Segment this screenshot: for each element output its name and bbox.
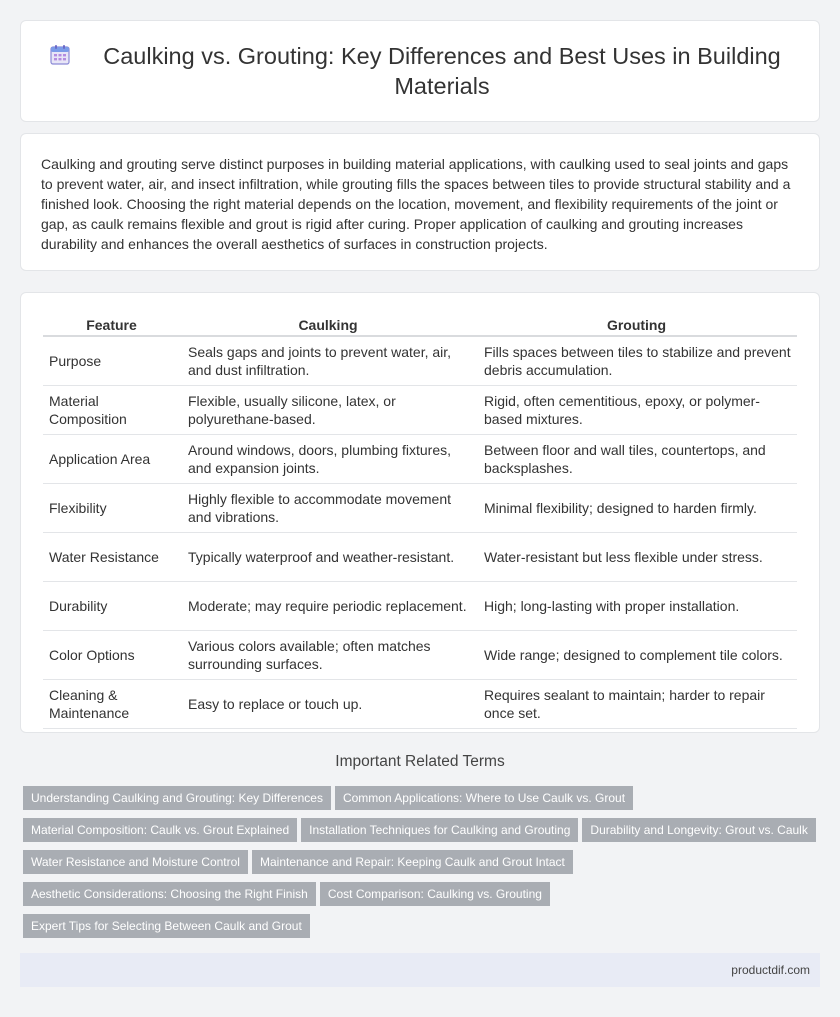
comparison-table	[43, 313, 797, 729]
grouting-cell: High; long-lasting with proper installation.	[476, 582, 797, 631]
feature-cell: Cleaning & Maintenance	[43, 680, 180, 729]
column-header-caulking: Caulking	[180, 313, 476, 337]
table-row	[43, 484, 797, 533]
caulking-cell: Highly flexible to accommodate movement and vibrations.	[180, 484, 476, 533]
grouting-cell: Minimal flexibility; designed to harden firmly.	[476, 484, 797, 533]
caulking-cell: Various colors available; often matches surrounding surfaces.	[180, 631, 476, 680]
feature-cell: Water Resistance	[43, 533, 180, 582]
table-row	[43, 582, 797, 631]
caulking-cell: Typically waterproof and weather-resistant.	[180, 533, 476, 582]
grouting-cell: Requires sealant to maintain; harder to repair once set.	[476, 680, 797, 729]
grouting-cell: Water-resistant but less flexible under stress.	[476, 533, 797, 582]
table-row	[43, 386, 797, 435]
related-term-link[interactable]: Water Resistance and Moisture Control	[23, 850, 248, 874]
table-row	[43, 435, 797, 484]
caulking-cell: Easy to replace or touch up.	[180, 680, 476, 729]
footer-site-name[interactable]: productdif.com	[731, 963, 810, 977]
column-header-grouting: Grouting	[476, 313, 797, 337]
grouting-cell: Wide range; designed to complement tile colors.	[476, 631, 797, 680]
feature-cell: Flexibility	[43, 484, 180, 533]
page-title: Caulking vs. Grouting: Key Differences and Best Uses in Building Materials	[103, 43, 781, 99]
related-terms-list	[23, 786, 823, 946]
related-terms-heading: Important Related Terms	[335, 753, 505, 770]
caulking-cell: Seals gaps and joints to prevent water, air, and dust infiltration.	[180, 337, 476, 386]
table-row	[43, 533, 797, 582]
related-term-link[interactable]: Maintenance and Repair: Keeping Caulk and Grout Intact	[252, 850, 573, 874]
intro-paragraph: Caulking and grouting serve distinct purposes in building material applications, with caulking used to seal joints and gaps to prevent water, air, and insect infiltration, while grouting fills the spaces between tiles to provide structural stability and a finished look. Choosing the right material depends on the location, movement, and flexibility requirements of the joint or gap, as caulk remains flexible and grout is rigid after curing. Proper application of caulking and grouting increases durability and enhances the overall aesthetics of surfaces in construction projects.	[41, 156, 791, 252]
related-term-link[interactable]: Aesthetic Considerations: Choosing the Right Finish	[23, 882, 316, 906]
header-card	[20, 20, 820, 122]
feature-cell: Material Composition	[43, 386, 180, 435]
grouting-cell: Between floor and wall tiles, countertops, and backsplashes.	[476, 435, 797, 484]
caulking-cell: Moderate; may require periodic replacement.	[180, 582, 476, 631]
related-term-link[interactable]: Material Composition: Caulk vs. Grout Explained	[23, 818, 297, 842]
grouting-cell: Rigid, often cementitious, epoxy, or polymer-based mixtures.	[476, 386, 797, 435]
intro-card	[20, 133, 820, 271]
table-row	[43, 680, 797, 729]
feature-cell: Application Area	[43, 435, 180, 484]
column-header-feature: Feature	[43, 313, 180, 337]
related-term-link[interactable]: Durability and Longevity: Grout vs. Caulk	[582, 818, 815, 842]
related-term-link[interactable]: Common Applications: Where to Use Caulk vs. Grout	[335, 786, 633, 810]
comparison-table-card	[20, 292, 820, 733]
feature-cell: Color Options	[43, 631, 180, 680]
related-term-link[interactable]: Understanding Caulking and Grouting: Key Differences	[23, 786, 331, 810]
caulking-cell: Flexible, usually silicone, latex, or polyurethane-based.	[180, 386, 476, 435]
feature-cell: Durability	[43, 582, 180, 631]
footer	[20, 953, 820, 987]
table-header-row	[43, 313, 797, 337]
related-term-link[interactable]: Cost Comparison: Caulking vs. Grouting	[320, 882, 550, 906]
caulking-cell: Around windows, doors, plumbing fixtures, and expansion joints.	[180, 435, 476, 484]
related-term-link[interactable]: Installation Techniques for Caulking and Grouting	[301, 818, 578, 842]
feature-cell: Purpose	[43, 337, 180, 386]
table-row	[43, 631, 797, 680]
table-row	[43, 337, 797, 386]
grouting-cell: Fills spaces between tiles to stabilize and prevent debris accumulation.	[476, 337, 797, 386]
calendar-icon	[48, 43, 72, 67]
related-term-link[interactable]: Expert Tips for Selecting Between Caulk and Grout	[23, 914, 310, 938]
